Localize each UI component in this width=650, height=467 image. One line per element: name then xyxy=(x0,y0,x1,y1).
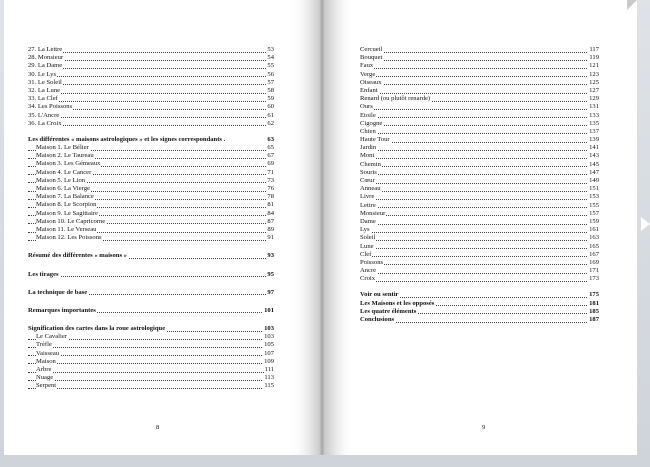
toc-entry-maison[interactable]: Maison 9. Le Sagittaire 84 xyxy=(28,210,274,218)
triangle-right-icon[interactable] xyxy=(641,217,650,231)
toc-entry-carte[interactable]: Cigogne 135 xyxy=(360,119,599,127)
toc-entry-carte[interactable]: Ours 131 xyxy=(360,103,599,111)
toc-entry-section[interactable]: Les quatre éléments 185 xyxy=(360,307,599,315)
toc-entry-maison[interactable]: Maison 6. La Vierge 76 xyxy=(28,185,274,193)
toc-entry-carte[interactable]: Jardin 141 xyxy=(360,144,599,152)
toc-entry-carte[interactable]: Croix 173 xyxy=(360,275,599,283)
toc-left xyxy=(28,46,274,391)
toc-entry-carte[interactable]: Maison 109 xyxy=(28,358,274,366)
toc-entry-carte[interactable]: Haute Tour 139 xyxy=(360,136,599,144)
toc-entry-carte[interactable]: Chien 137 xyxy=(360,127,599,135)
toc-entry-maison[interactable]: Maison 1. Le Bélier 65 xyxy=(28,144,274,152)
page-number-right: 9 xyxy=(482,424,486,431)
toc-entry-card[interactable]: 34. Les Poissons 60 xyxy=(28,103,274,111)
toc-entry-card[interactable]: 31. Le Soleil 57 xyxy=(28,78,274,86)
toc-entry-carte[interactable]: Chemin 145 xyxy=(360,160,599,168)
toc-entry-card[interactable]: 32. La Lune 58 xyxy=(28,86,274,94)
toc-entry-carte[interactable]: Verge 123 xyxy=(360,70,599,78)
toc-entry-maison[interactable]: Maison 2. Le Taureau 67 xyxy=(28,152,274,160)
toc-entry-maison[interactable]: Maison 10. Le Capricorne 87 xyxy=(28,218,274,226)
toc-right xyxy=(360,46,599,324)
toc-entry-section[interactable]: Voir ou sentir 175 xyxy=(360,291,599,299)
toc-entry-carte[interactable]: Nuage 113 xyxy=(28,374,274,382)
page-number-left: 8 xyxy=(156,424,160,431)
toc-entry-carte[interactable]: Bouquet 119 xyxy=(360,54,599,62)
toc-entry-card[interactable]: 30. Le Lys 56 xyxy=(28,70,274,78)
toc-entry-carte[interactable]: Enfant 127 xyxy=(360,86,599,94)
toc-entry-maison[interactable]: Maison 7. La Balance 78 xyxy=(28,193,274,201)
toc-entry-carte[interactable]: Trèfle 105 xyxy=(28,341,274,349)
toc-entry-carte[interactable]: Cercueil 117 xyxy=(360,46,599,53)
toc-entry-tirages[interactable]: Les tirages 95 xyxy=(28,270,274,278)
toc-entry-resume[interactable]: Résumé des différentes « maisons » 93 xyxy=(28,252,274,260)
toc-entry-carte[interactable]: Dame 159 xyxy=(360,217,599,225)
toc-entry-carte[interactable]: Anneau 151 xyxy=(360,185,599,193)
toc-entry-maison[interactable]: Maison 11. Le Verseau 89 xyxy=(28,226,274,234)
toc-entry-maison[interactable]: Maison 12. Les Poissons 91 xyxy=(28,234,274,242)
toc-entry-remarques[interactable]: Remarques importantes 101 xyxy=(28,306,274,314)
toc-entry-card[interactable]: 29. La Dame 55 xyxy=(28,62,274,70)
toc-entry-carte[interactable]: Cœur 149 xyxy=(360,177,599,184)
toc-entry-carte[interactable]: Le Cavalier 103 xyxy=(28,333,274,341)
toc-entry-section[interactable]: Les Maisons et les opposés 181 xyxy=(360,299,599,307)
toc-entry-carte[interactable]: Serpent 115 xyxy=(28,382,274,390)
toc-entry-card[interactable]: 27. La Lettre 53 xyxy=(28,46,274,53)
toc-entry-carte[interactable]: Faux 121 xyxy=(360,62,599,70)
toc-entry-maison[interactable]: Maison 3. Les Gémeaux 69 xyxy=(28,160,274,168)
toc-heading-maisons[interactable]: Les différentes « maisons astrologiques » et les signes correspondants . 63 xyxy=(28,135,274,143)
toc-entry-carte[interactable]: Lettre 155 xyxy=(360,201,599,209)
right-page xyxy=(322,0,637,455)
toc-entry-card[interactable]: 28. Monsieur 54 xyxy=(28,54,274,62)
toc-entry-card[interactable]: 36. La Croix 62 xyxy=(28,119,274,127)
toc-entry-carte[interactable]: Oiseaux 125 xyxy=(360,78,599,86)
toc-entry-maison[interactable]: Maison 5. Le Lion 73 xyxy=(28,177,274,185)
toc-entry-carte[interactable]: Etoile 133 xyxy=(360,111,599,119)
toc-entry-carte[interactable]: Vaisseau 107 xyxy=(28,350,274,358)
toc-entry-carte[interactable]: Arbre 111 xyxy=(28,366,274,374)
book-gutter xyxy=(319,0,325,455)
toc-entry-carte[interactable]: Renard (ou plutôt renarde) 129 xyxy=(360,95,599,103)
toc-entry-carte[interactable]: Lune 165 xyxy=(360,242,599,250)
toc-entry-carte[interactable]: Soleil 163 xyxy=(360,234,599,242)
toc-entry-carte[interactable]: Ancre 171 xyxy=(360,267,599,275)
toc-entry-carte[interactable]: Monsieur 157 xyxy=(360,209,599,217)
toc-entry-section[interactable]: Conclusions 187 xyxy=(360,316,599,323)
toc-entry-maison[interactable]: Maison 8. Le Scorpion 81 xyxy=(28,201,274,209)
toc-heading-signification[interactable]: Signification des cartes dans la roue astrologique 103 xyxy=(28,325,274,333)
toc-entry-carte[interactable]: Livre 153 xyxy=(360,193,599,201)
left-page xyxy=(4,0,322,455)
toc-entry-carte[interactable]: Clef 167 xyxy=(360,250,599,258)
toc-entry-carte[interactable]: Poissons 169 xyxy=(360,258,599,266)
toc-entry-carte[interactable]: Lys 161 xyxy=(360,226,599,234)
toc-entry-card[interactable]: 35. L'Ancre 61 xyxy=(28,111,274,119)
page-corner-icon xyxy=(627,0,637,10)
toc-entry-technique[interactable]: La technique de base 97 xyxy=(28,288,274,296)
toc-entry-carte[interactable]: Souris 147 xyxy=(360,168,599,176)
toc-entry-card[interactable]: 33. La Clef 59 xyxy=(28,95,274,103)
toc-entry-maison[interactable]: Maison 4. Le Cancer 71 xyxy=(28,169,274,177)
toc-entry-carte[interactable]: Mont 143 xyxy=(360,152,599,160)
